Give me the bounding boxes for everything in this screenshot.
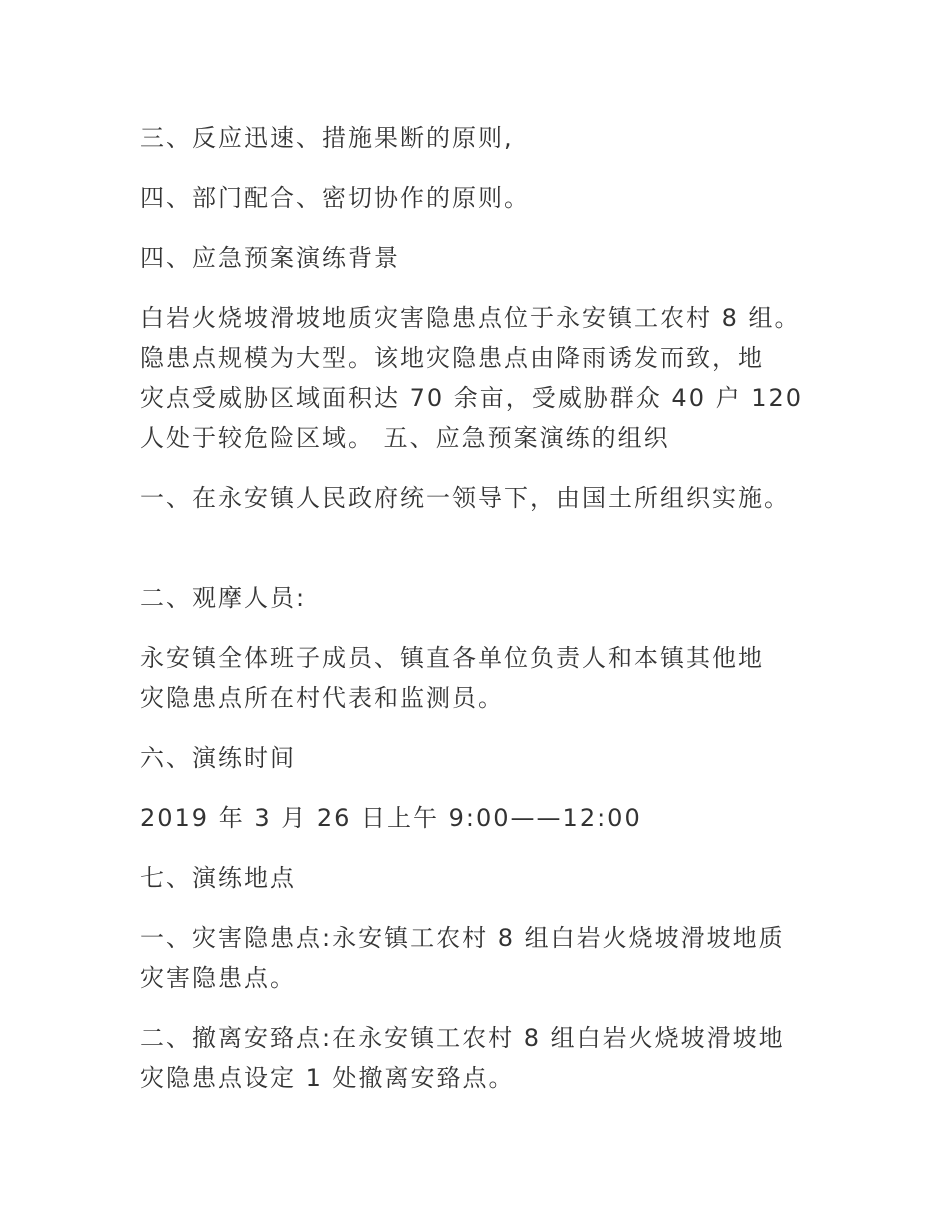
observers-heading <box>140 578 820 618</box>
principle-three <box>140 118 820 158</box>
organization-item-one <box>140 478 820 518</box>
principle-four <box>140 178 820 218</box>
text-line: 2019 年 3 月 26 日上午 9:00——12:00 <box>140 804 642 832</box>
text-line: 六、演练时间 <box>140 744 296 772</box>
location-item-two <box>140 1018 820 1098</box>
text-line: 二、撤离安臵点:在永安镇工农村 8 组白岩火烧坡滑坡地 <box>140 1024 785 1052</box>
section-heading-background <box>140 238 820 278</box>
text-line: 七、演练地点 <box>140 864 296 892</box>
text-line: 一、灾害隐患点:永安镇工农村 8 组白岩火烧坡滑坡地质 <box>140 924 785 952</box>
text-line: 灾隐患点所在村代表和监测员。 <box>140 684 504 712</box>
section-heading-location <box>140 858 820 898</box>
blank-line <box>140 538 820 578</box>
text-line: 四、应急预案演练背景 <box>140 244 400 272</box>
location-item-one <box>140 918 820 998</box>
drill-time <box>140 798 820 838</box>
text-line: 灾点受威胁区域面积达 70 余亩，受威胁群众 40 户 120 <box>140 384 804 412</box>
text-line: 四、部门配合、密切协作的原则。 <box>140 184 530 212</box>
text-line: 人处于较危险区域。 五、应急预案演练的组织 <box>140 424 670 452</box>
text-line: 永安镇全体班子成员、镇直各单位负责人和本镇其他地 <box>140 644 764 672</box>
observers-paragraph <box>140 638 820 718</box>
text-line: 三、反应迅速、措施果断的原则, <box>140 124 514 152</box>
text-line: 一、在永安镇人民政府统一领导下，由国土所组织实施。 <box>140 484 790 512</box>
section-heading-time <box>140 738 820 778</box>
text-line: 二、观摩人员: <box>140 584 307 612</box>
text-line: 白岩火烧坡滑坡地质灾害隐患点位于永安镇工农村 8 组。 <box>140 304 801 332</box>
text-line: 灾害隐患点。 <box>140 964 296 992</box>
text-line: 隐患点规模为大型。该地灾隐患点由降雨诱发而致，地 <box>140 344 764 372</box>
document-page <box>140 118 820 1118</box>
text-line: 灾隐患点设定 1 处撤离安臵点。 <box>140 1064 515 1092</box>
background-paragraph <box>140 298 820 458</box>
